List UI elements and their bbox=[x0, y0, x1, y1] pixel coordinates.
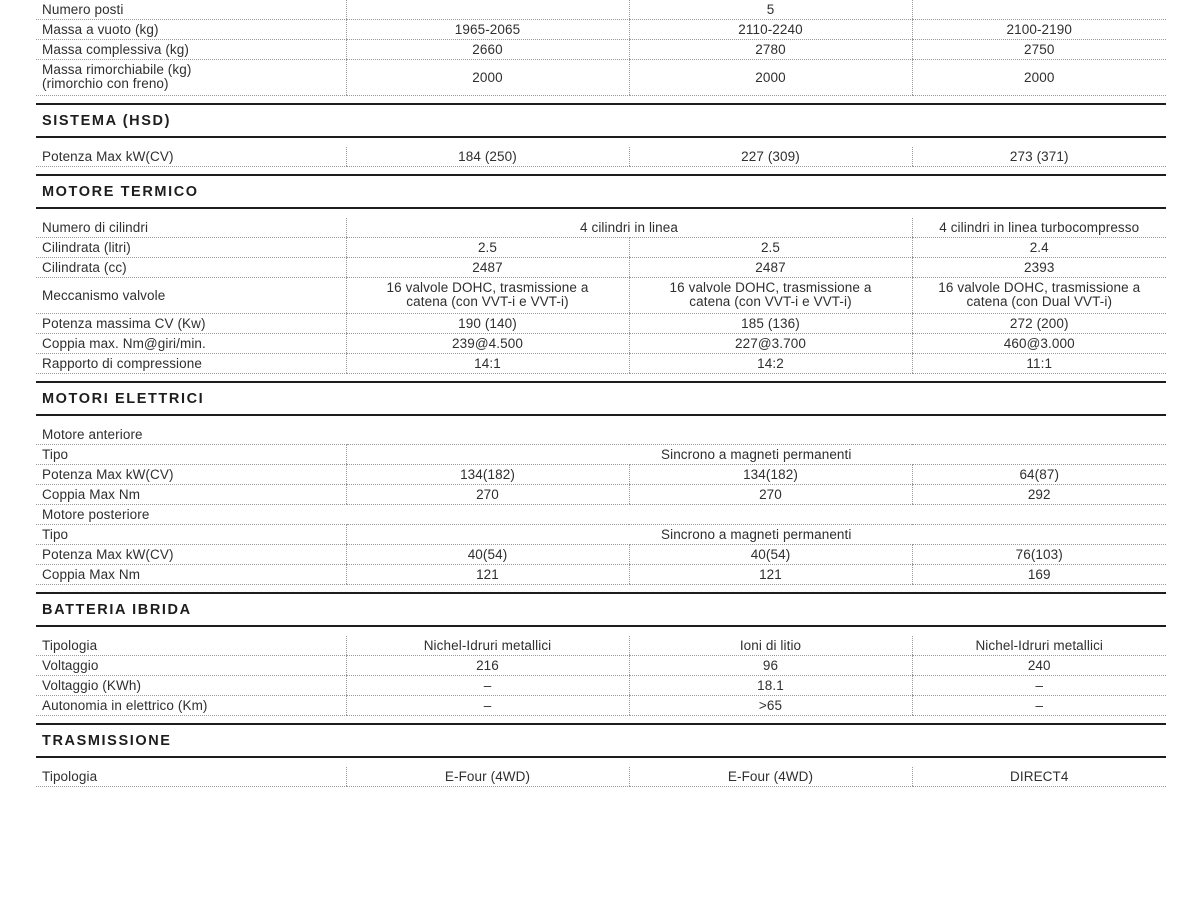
row-value: – bbox=[912, 676, 1166, 696]
row-label: Meccanismo valvole bbox=[36, 278, 346, 314]
table-row bbox=[36, 147, 1166, 167]
row-value: DIRECT4 bbox=[912, 767, 1166, 787]
section-header-row bbox=[36, 374, 1166, 417]
row-value: E-Four (4WD) bbox=[629, 767, 912, 787]
row-value: 185 (136) bbox=[629, 314, 912, 334]
spacer bbox=[36, 416, 1166, 425]
row-label: Numero di cilindri bbox=[36, 218, 346, 238]
spacer bbox=[36, 758, 1166, 767]
row-value-line2: catena (con VVT-i e VVT-i) bbox=[406, 294, 569, 309]
row-value: 2393 bbox=[912, 258, 1166, 278]
row-value: 2000 bbox=[912, 60, 1166, 96]
row-value: 76(103) bbox=[912, 545, 1166, 565]
row-value: 14:2 bbox=[629, 354, 912, 374]
table-row bbox=[36, 314, 1166, 334]
row-label: Coppia max. Nm@giri/min. bbox=[36, 334, 346, 354]
row-value: 40(54) bbox=[629, 545, 912, 565]
table-row bbox=[36, 60, 1166, 96]
table-row bbox=[36, 696, 1166, 716]
spacer bbox=[36, 209, 1166, 218]
row-value-line1: 16 valvole DOHC, trasmissione a bbox=[386, 280, 589, 295]
specification-table bbox=[36, 0, 1166, 787]
section-title: SISTEMA (HSD) bbox=[42, 113, 172, 129]
spacer bbox=[36, 627, 1166, 636]
row-label: Cilindrata (litri) bbox=[36, 238, 346, 258]
table-row bbox=[36, 767, 1166, 787]
row-value: 4 cilindri in linea turbocompresso bbox=[912, 218, 1166, 238]
row-value: 5 bbox=[629, 0, 912, 20]
row-value: 121 bbox=[629, 565, 912, 585]
row-value: 2110-2240 bbox=[629, 20, 912, 40]
section-trasmissione bbox=[36, 723, 1166, 758]
row-value: 184 (250) bbox=[346, 147, 629, 167]
row-label: Voltaggio bbox=[36, 656, 346, 676]
section-title: MOTORE TERMICO bbox=[42, 184, 199, 200]
row-value: 1965-2065 bbox=[346, 20, 629, 40]
section-title: MOTORI ELETTRICI bbox=[42, 391, 205, 407]
row-value bbox=[346, 425, 629, 445]
row-value: 272 (200) bbox=[912, 314, 1166, 334]
row-value: 96 bbox=[629, 656, 912, 676]
table-row bbox=[36, 20, 1166, 40]
row-value: 460@3.000 bbox=[912, 334, 1166, 354]
section-sistema-hsd bbox=[36, 103, 1166, 138]
row-value: 2660 bbox=[346, 40, 629, 60]
section-batteria-ibrida bbox=[36, 592, 1166, 627]
row-value: 2750 bbox=[912, 40, 1166, 60]
table-row bbox=[36, 0, 1166, 20]
row-value bbox=[629, 505, 912, 525]
section-title: BATTERIA IBRIDA bbox=[42, 602, 192, 618]
row-value: 2100-2190 bbox=[912, 20, 1166, 40]
row-value: 2.4 bbox=[912, 238, 1166, 258]
row-value bbox=[629, 425, 912, 445]
table-row bbox=[36, 636, 1166, 656]
row-value: Nichel-Idruri metallici bbox=[912, 636, 1166, 656]
row-label-line2: (rimorchio con freno) bbox=[42, 76, 169, 91]
row-value: 2487 bbox=[629, 258, 912, 278]
row-label: Massa complessiva (kg) bbox=[36, 40, 346, 60]
row-label: Motore posteriore bbox=[36, 505, 346, 525]
table-row bbox=[36, 465, 1166, 485]
row-label: Tipologia bbox=[36, 636, 346, 656]
row-label: Potenza massima CV (Kw) bbox=[36, 314, 346, 334]
row-value: 134(182) bbox=[346, 465, 629, 485]
table-row bbox=[36, 676, 1166, 696]
row-value: Nichel-Idruri metallici bbox=[346, 636, 629, 656]
section-header-row bbox=[36, 96, 1166, 139]
row-label: Coppia Max Nm bbox=[36, 565, 346, 585]
row-value: 121 bbox=[346, 565, 629, 585]
row-value bbox=[912, 278, 1166, 314]
row-value-merged: Sincrono a magneti permanenti bbox=[346, 525, 1166, 545]
row-value bbox=[912, 425, 1166, 445]
row-value: 14:1 bbox=[346, 354, 629, 374]
table-row bbox=[36, 278, 1166, 314]
row-value bbox=[346, 0, 629, 20]
section-motori-elettrici bbox=[36, 381, 1166, 416]
table-row bbox=[36, 525, 1166, 545]
table-row bbox=[36, 354, 1166, 374]
row-value: 270 bbox=[629, 485, 912, 505]
row-label: Tipo bbox=[36, 525, 346, 545]
table-row bbox=[36, 565, 1166, 585]
row-value: 40(54) bbox=[346, 545, 629, 565]
row-value: 292 bbox=[912, 485, 1166, 505]
row-value bbox=[346, 278, 629, 314]
table-row bbox=[36, 425, 1166, 445]
row-value: 2487 bbox=[346, 258, 629, 278]
table-row bbox=[36, 545, 1166, 565]
table-row bbox=[36, 258, 1166, 278]
row-value: 273 (371) bbox=[912, 147, 1166, 167]
row-label: Tipologia bbox=[36, 767, 346, 787]
table-body bbox=[36, 0, 1166, 787]
row-value-line1: 16 valvole DOHC, trasmissione a bbox=[669, 280, 872, 295]
table-row bbox=[36, 218, 1166, 238]
row-value: 190 (140) bbox=[346, 314, 629, 334]
row-value bbox=[912, 505, 1166, 525]
row-value: 270 bbox=[346, 485, 629, 505]
row-value: – bbox=[346, 676, 629, 696]
row-value-line1: 16 valvole DOHC, trasmissione a bbox=[938, 280, 1141, 295]
row-value: 134(182) bbox=[629, 465, 912, 485]
row-label: Cilindrata (cc) bbox=[36, 258, 346, 278]
row-label: Numero posti bbox=[36, 0, 346, 20]
section-title: TRASMISSIONE bbox=[42, 733, 172, 749]
row-label: Motore anteriore bbox=[36, 425, 346, 445]
row-label: Tipo bbox=[36, 445, 346, 465]
row-value bbox=[346, 505, 629, 525]
row-label: Autonomia in elettrico (Km) bbox=[36, 696, 346, 716]
row-value: 18.1 bbox=[629, 676, 912, 696]
table-row bbox=[36, 656, 1166, 676]
row-value: 2.5 bbox=[346, 238, 629, 258]
row-value bbox=[629, 278, 912, 314]
row-value-line2: catena (con Dual VVT-i) bbox=[966, 294, 1113, 309]
row-label-line1: Massa rimorchiabile (kg) bbox=[42, 62, 192, 77]
table-row bbox=[36, 40, 1166, 60]
row-label: Voltaggio (KWh) bbox=[36, 676, 346, 696]
spacer bbox=[36, 138, 1166, 147]
row-value: 64(87) bbox=[912, 465, 1166, 485]
section-header-row bbox=[36, 585, 1166, 628]
row-value: 239@4.500 bbox=[346, 334, 629, 354]
row-label: Potenza Max kW(CV) bbox=[36, 465, 346, 485]
row-label: Potenza Max kW(CV) bbox=[36, 147, 346, 167]
table-row bbox=[36, 485, 1166, 505]
table-row bbox=[36, 238, 1166, 258]
row-value: 2000 bbox=[629, 60, 912, 96]
section-header-row bbox=[36, 716, 1166, 759]
row-value: 2780 bbox=[629, 40, 912, 60]
row-value: – bbox=[912, 696, 1166, 716]
row-label: Coppia Max Nm bbox=[36, 485, 346, 505]
table-row bbox=[36, 334, 1166, 354]
table-row bbox=[36, 505, 1166, 525]
row-value bbox=[912, 0, 1166, 20]
row-value: 2000 bbox=[346, 60, 629, 96]
section-motore-termico bbox=[36, 174, 1166, 209]
row-value: 240 bbox=[912, 656, 1166, 676]
row-value: 216 bbox=[346, 656, 629, 676]
row-label: Potenza Max kW(CV) bbox=[36, 545, 346, 565]
row-value: 2.5 bbox=[629, 238, 912, 258]
table-row bbox=[36, 445, 1166, 465]
row-value: 169 bbox=[912, 565, 1166, 585]
row-label bbox=[36, 60, 346, 96]
section-header-row bbox=[36, 167, 1166, 210]
row-value: 11:1 bbox=[912, 354, 1166, 374]
row-value: – bbox=[346, 696, 629, 716]
row-value: 227@3.700 bbox=[629, 334, 912, 354]
row-label: Rapporto di compressione bbox=[36, 354, 346, 374]
row-value: >65 bbox=[629, 696, 912, 716]
row-value: E-Four (4WD) bbox=[346, 767, 629, 787]
row-label: Massa a vuoto (kg) bbox=[36, 20, 346, 40]
row-value: 227 (309) bbox=[629, 147, 912, 167]
row-value-line2: catena (con VVT-i e VVT-i) bbox=[689, 294, 852, 309]
row-value-merged: Sincrono a magneti permanenti bbox=[346, 445, 1166, 465]
row-value-merged: 4 cilindri in linea bbox=[346, 218, 912, 238]
row-value: Ioni di litio bbox=[629, 636, 912, 656]
